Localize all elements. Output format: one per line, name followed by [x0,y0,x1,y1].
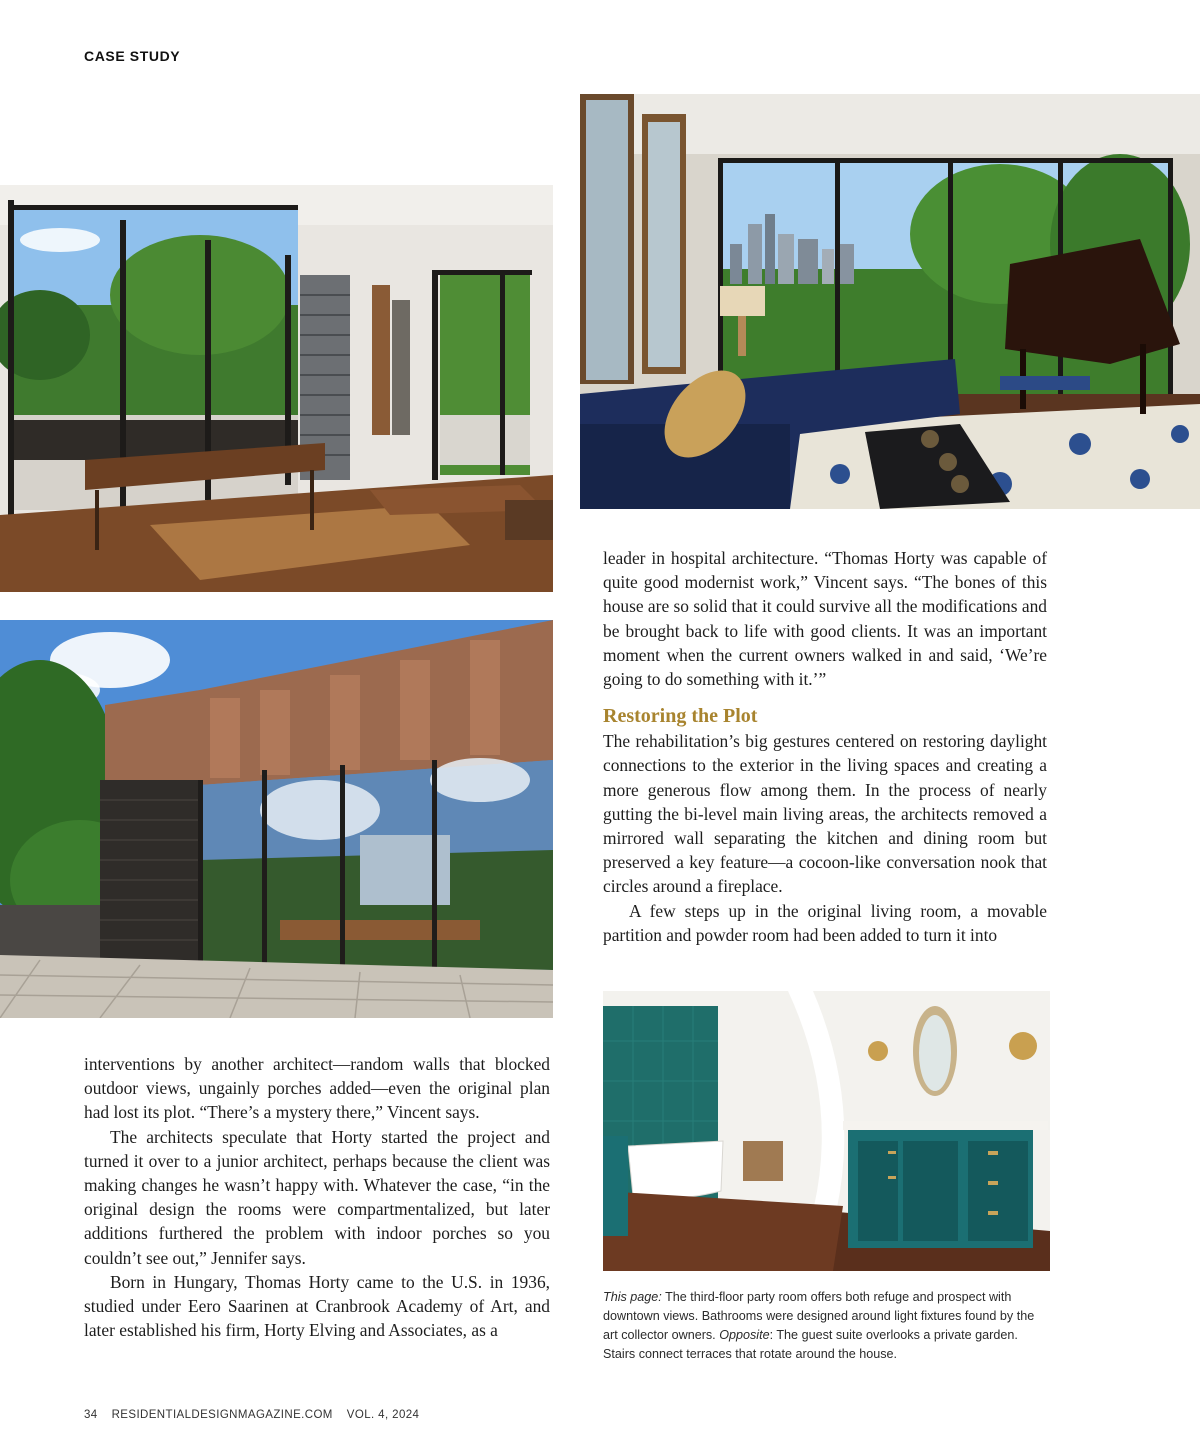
paragraph: leader in hospital architecture. “Thomas Horty was capable of quite good modernist work,” Vincent says. “The bones of this house are so solid that it could survive all the modifications and be brought back to life with good clients. It was an important moment when the current owners walked in and said, ‘We’re going to do something with it.’” [603,548,1047,690]
magazine-site: RESIDENTIALDESIGNMAGAZINE.COM [111,1409,333,1421]
article-column-left [84,1052,550,1342]
paragraph: Born in Hungary, Thomas Horty came to the U.S. in 1936, studied under Eero Saarinen at Cranbrook Academy of Art, and later established his firm, Horty Elving and Associates, as a [84,1271,550,1341]
paragraph: The rehabilitation’s big gestures centered on restoring daylight connections to the exterior in the living spaces and creating a more generous flow among them. In the process of nearly gutting the bi-level main living areas, the architects removed a mirrored wall separating the kitchen and dining room but preserved a key feature—a cocoon-like conversation nook that circles around a fireplace. [603,731,1047,897]
caption-text: : The guest suite overlooks a private garden. Stairs connect terraces that rotate around the house. [603,1328,1018,1361]
volume-info: VOL. 4, 2024 [346,1409,420,1421]
photo-living-room [580,94,1200,509]
paragraph: A few steps up in the original living room, a movable partition and powder room had been added to turn it into [603,900,1047,945]
photo-party-room [0,185,553,592]
page-footer [84,1409,433,1421]
photo-interior-windows-icon [0,185,553,592]
paragraph: The architects speculate that Horty started the project and turned it over to a junior architect, perhaps because the client was making changes he wasn’t happy with. Whatever the case, “in the original design the rooms were compartmentalized, but later additions furthered the problem with indoor porches so you couldn’t see out,” Jennifer says. [84,1126,550,1268]
photo-bathroom-vanity-icon [603,991,1050,1271]
photo-exterior-deck-icon [0,620,553,1018]
photo-exterior-deck [0,620,553,1018]
section-label: CASE STUDY [84,48,181,64]
photo-bathroom [603,991,1050,1271]
article-column-right [603,546,1047,947]
caption-label-opposite: Opposite [719,1328,770,1342]
caption-text: The third-floor party room offers both refuge and prospect with downtown views. Bathrooms were designed around light fixtures found by the art collector owners. [603,1290,1035,1342]
paragraph: interventions by another architect—random walls that blocked outdoor views, ungainly porches added—even the original plan had lost its plot. “There’s a mystery there,” Vincent says. [84,1054,550,1123]
page-number: 34 [84,1409,98,1421]
photo-living-room-piano-icon [580,94,1200,509]
subhead: Restoring the Plot [603,705,758,728]
photo-caption [603,1288,1050,1364]
caption-label-this-page: This page: [603,1290,662,1304]
